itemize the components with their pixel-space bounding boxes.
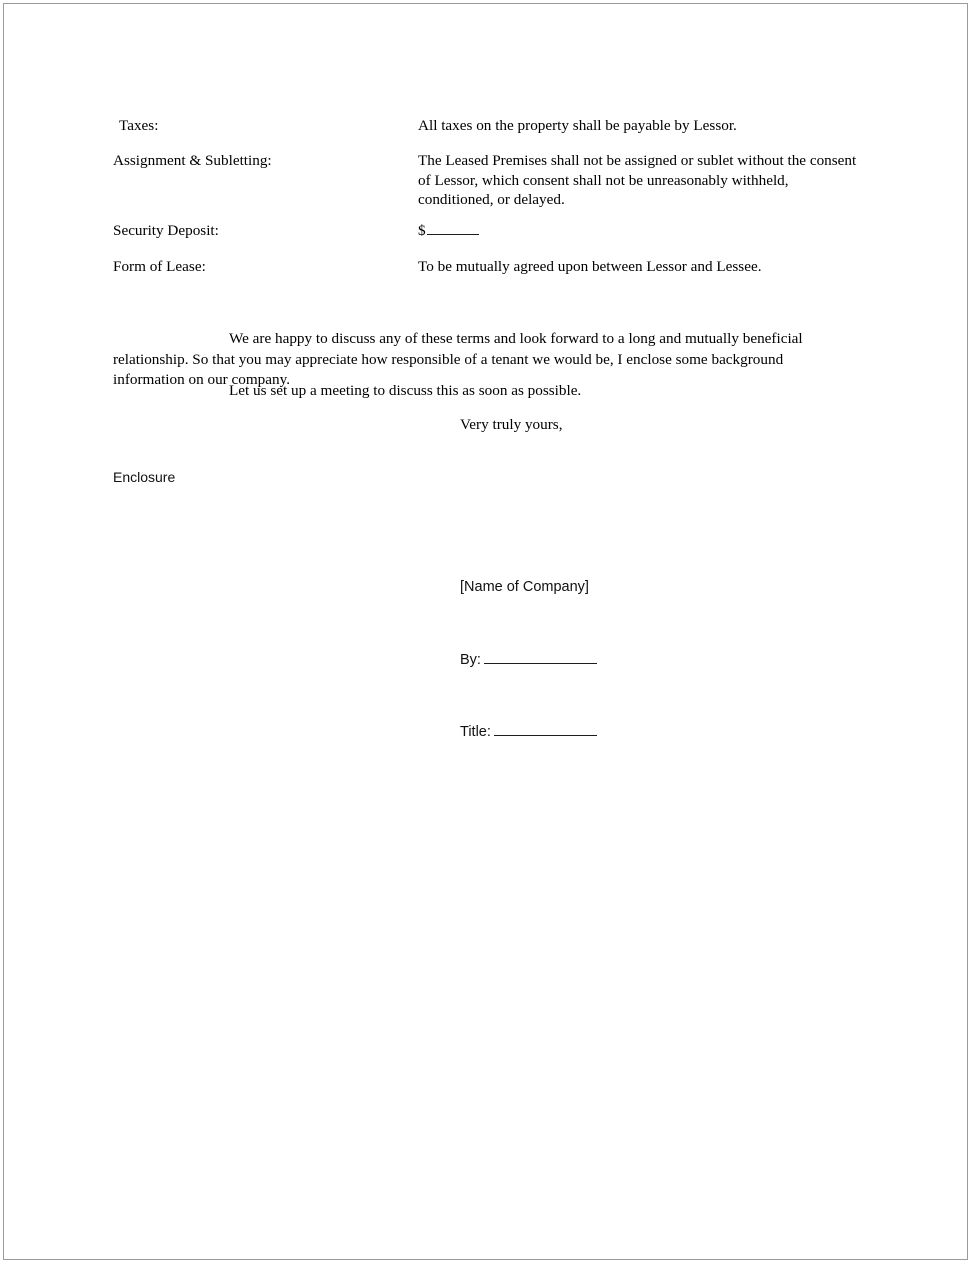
signature-by-blank-field[interactable] [484,653,597,664]
term-label-assignment-subletting: Assignment & Subletting: [113,152,272,169]
company-name-placeholder: [Name of Company] [460,579,589,595]
signature-by-row [460,651,597,669]
signature-title-row [460,723,597,741]
dollar-sign: $ [418,222,426,239]
body-paragraph-closing-remarks: We are happy to discuss any of these terms and look forward to a long and mutually beneficial relationship. So that you may appreciate how responsible of a tenant we would be, I enclose some background information on our company. [113,330,803,388]
term-value-security-deposit [418,221,860,241]
term-value-form-of-lease: To be mutually agreed upon between Lessor and Lessee. [418,258,762,275]
by-label: By: [460,652,481,668]
term-value-assignment-subletting: The Leased Premises shall not be assigned or sublet without the consent of Lessor, which consent shall not be unreasonably withheld, conditioned, or delayed. [418,152,857,208]
enclosure-notation: Enclosure [113,469,176,485]
body-paragraph-meeting-request: Let us set up a meeting to discuss this as soon as possible. [229,382,582,399]
term-label-security-deposit: Security Deposit: [113,222,219,239]
term-label-form-of-lease: Form of Lease: [113,258,206,275]
term-value-taxes: All taxes on the property shall be payable by Lessor. [418,117,737,134]
title-label: Title: [460,724,491,740]
security-deposit-blank-field[interactable] [427,223,479,235]
signature-title-blank-field[interactable] [494,725,597,736]
term-label-taxes: Taxes: [119,117,159,134]
closing-salutation: Very truly yours, [460,416,563,433]
